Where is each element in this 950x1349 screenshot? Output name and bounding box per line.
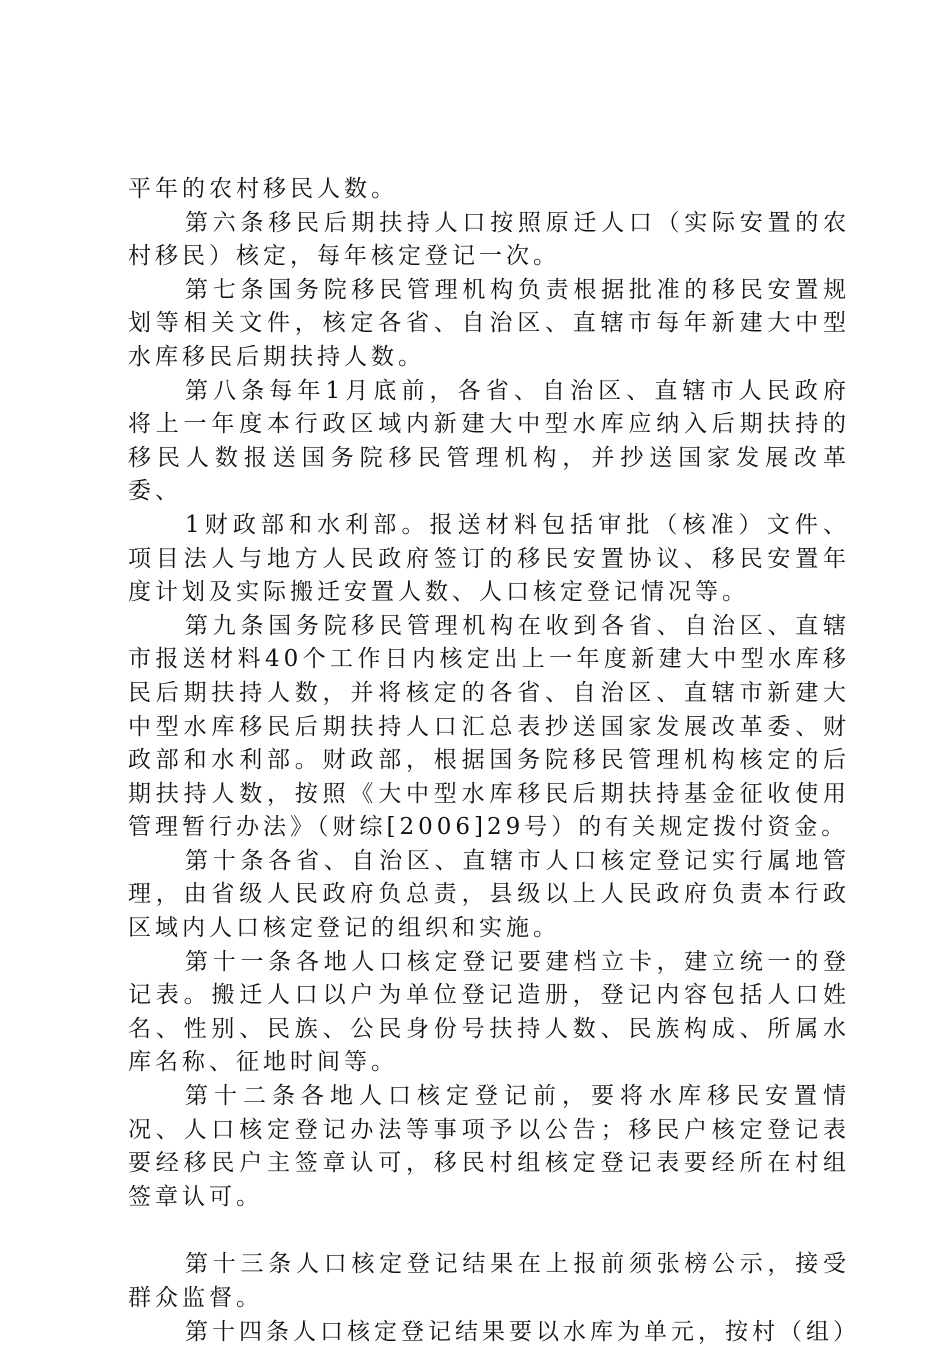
paragraph-article-6: 第六条移民后期扶持人口按照原迁人口（实际安置的农村移民）核定，每年核定登记一次。 [128, 209, 850, 270]
paragraph-article-9: 第九条国务院移民管理机构在收到各省、自治区、直辖市报送材料40个工作日内核定出上一年度新建大中型水库移民后期扶持人数，并将核定的各省、自治区、直辖市新建大中型水库移民后期扶持人口汇总表抄送国家发展改革委、财政部和水利部。财政部，根据国务院移民管理机构核定的后期扶持人数，按照《大中型水库移民后期扶持基金征收使用管理暂行办法》（财综[2006]29号）的有关规定拨付资金。 [128, 612, 850, 841]
paragraph-article-14: 第十四条人口核定登记结果要以水库为单元，按村（组） [185, 1318, 860, 1345]
document-body [128, 173, 860, 1349]
paragraph-article-8: 第八条每年1月底前，各省、自治区、直辖市人民政府将上一年度本行政区域内新建大中型水库应纳入后期扶持的移民人数报送国务院移民管理机构，并抄送国家发展改革委、 [128, 377, 850, 505]
paragraph-article-10: 第十条各省、自治区、直辖市人口核定登记实行属地管理，由省级人民政府负总责，县级以上人民政府负责本行政区域内人口核定登记的组织和实施。 [128, 847, 850, 942]
paragraph-article-11: 第十一条各地人口核定登记要建档立卡，建立统一的登记表。搬迁人口以户为单位登记造册，登记内容包括人口姓名、性别、民族、公民身份号扶持人数、民族构成、所属水库名称、征地时间等。 [128, 948, 850, 1076]
paragraph-article-8-cont: 1财政部和水利部。报送材料包括审批（核准）文件、项目法人与地方人民政府签订的移民安置协议、移民安置年度计划及实际搬迁安置人数、人口核定登记情况等。 [128, 511, 850, 606]
paragraph-continuation: 平年的农村移民人数。 [128, 176, 398, 202]
paragraph-article-12: 第十二条各地人口核定登记前，要将水库移民安置情况、人口核定登记办法等事项予以公告；移民户核定登记表要经移民户主签章认可，移民村组核定登记表要经所在村组签章认可。 [128, 1083, 850, 1210]
paragraph-article-13: 第十三条人口核定登记结果在上报前须张榜公示，接受群众监督。 [128, 1251, 850, 1311]
paragraph-article-7: 第七条国务院移民管理机构负责根据批准的移民安置规划等相关文件，核定各省、自治区、直辖市每年新建大中型水库移民后期扶持人数。 [128, 276, 850, 370]
